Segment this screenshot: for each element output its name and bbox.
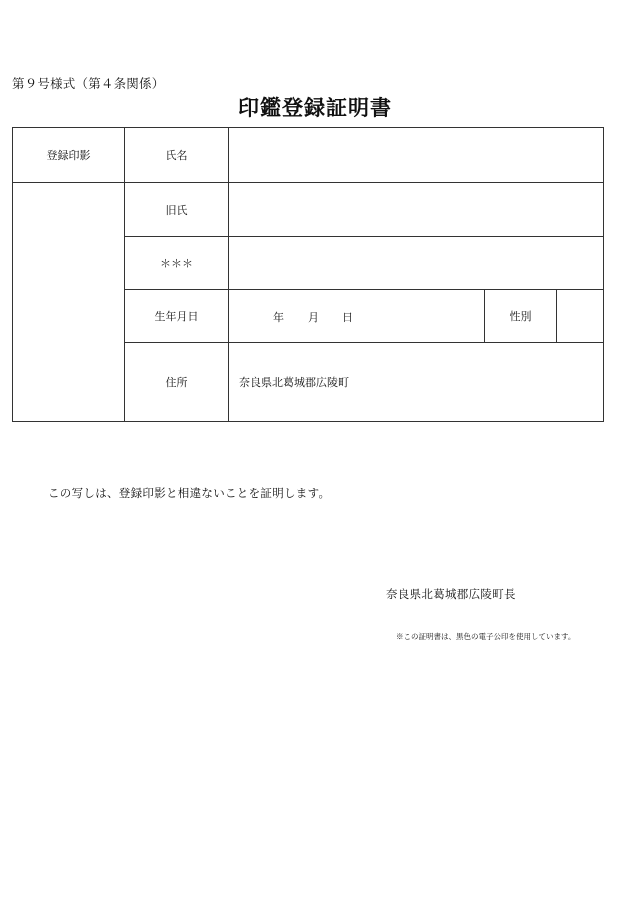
document-title: 印鑑登録証明書 bbox=[238, 95, 392, 120]
sex-label: 性別 bbox=[509, 310, 532, 323]
former-surname-label: 旧氏 bbox=[165, 203, 188, 217]
divider-label-column bbox=[228, 128, 229, 421]
certificate-table bbox=[12, 127, 604, 422]
birth-month-unit: 月 bbox=[308, 311, 319, 324]
birth-year-unit: 年 bbox=[273, 311, 284, 324]
seal-impression-area bbox=[13, 183, 124, 421]
name-label: 氏名 bbox=[165, 149, 188, 162]
seal-impression-label: 登録印影 bbox=[46, 149, 91, 162]
name-value bbox=[239, 128, 599, 182]
masked-label: ＊＊＊ bbox=[160, 257, 193, 270]
electronic-seal-footnote: ※この証明書は、黒色の電子公印を使用しています。 bbox=[396, 632, 576, 641]
masked-value bbox=[239, 237, 599, 289]
sex-value bbox=[557, 290, 603, 342]
former-surname-value bbox=[239, 183, 599, 236]
birth-day-unit: 日 bbox=[342, 311, 353, 324]
birthdate-label: 生年月日 bbox=[154, 310, 199, 323]
birthdate-value bbox=[229, 290, 484, 342]
issuer-name: 奈良県北葛城郡広陵町長 bbox=[386, 587, 516, 601]
form-number: 第９号様式（第４条関係） bbox=[12, 76, 165, 91]
address-value: 奈良県北葛城郡広陵町 bbox=[239, 376, 349, 389]
certification-statement: この写しは、登録印影と相違ないことを証明します。 bbox=[48, 486, 331, 500]
address-label: 住所 bbox=[165, 376, 188, 389]
